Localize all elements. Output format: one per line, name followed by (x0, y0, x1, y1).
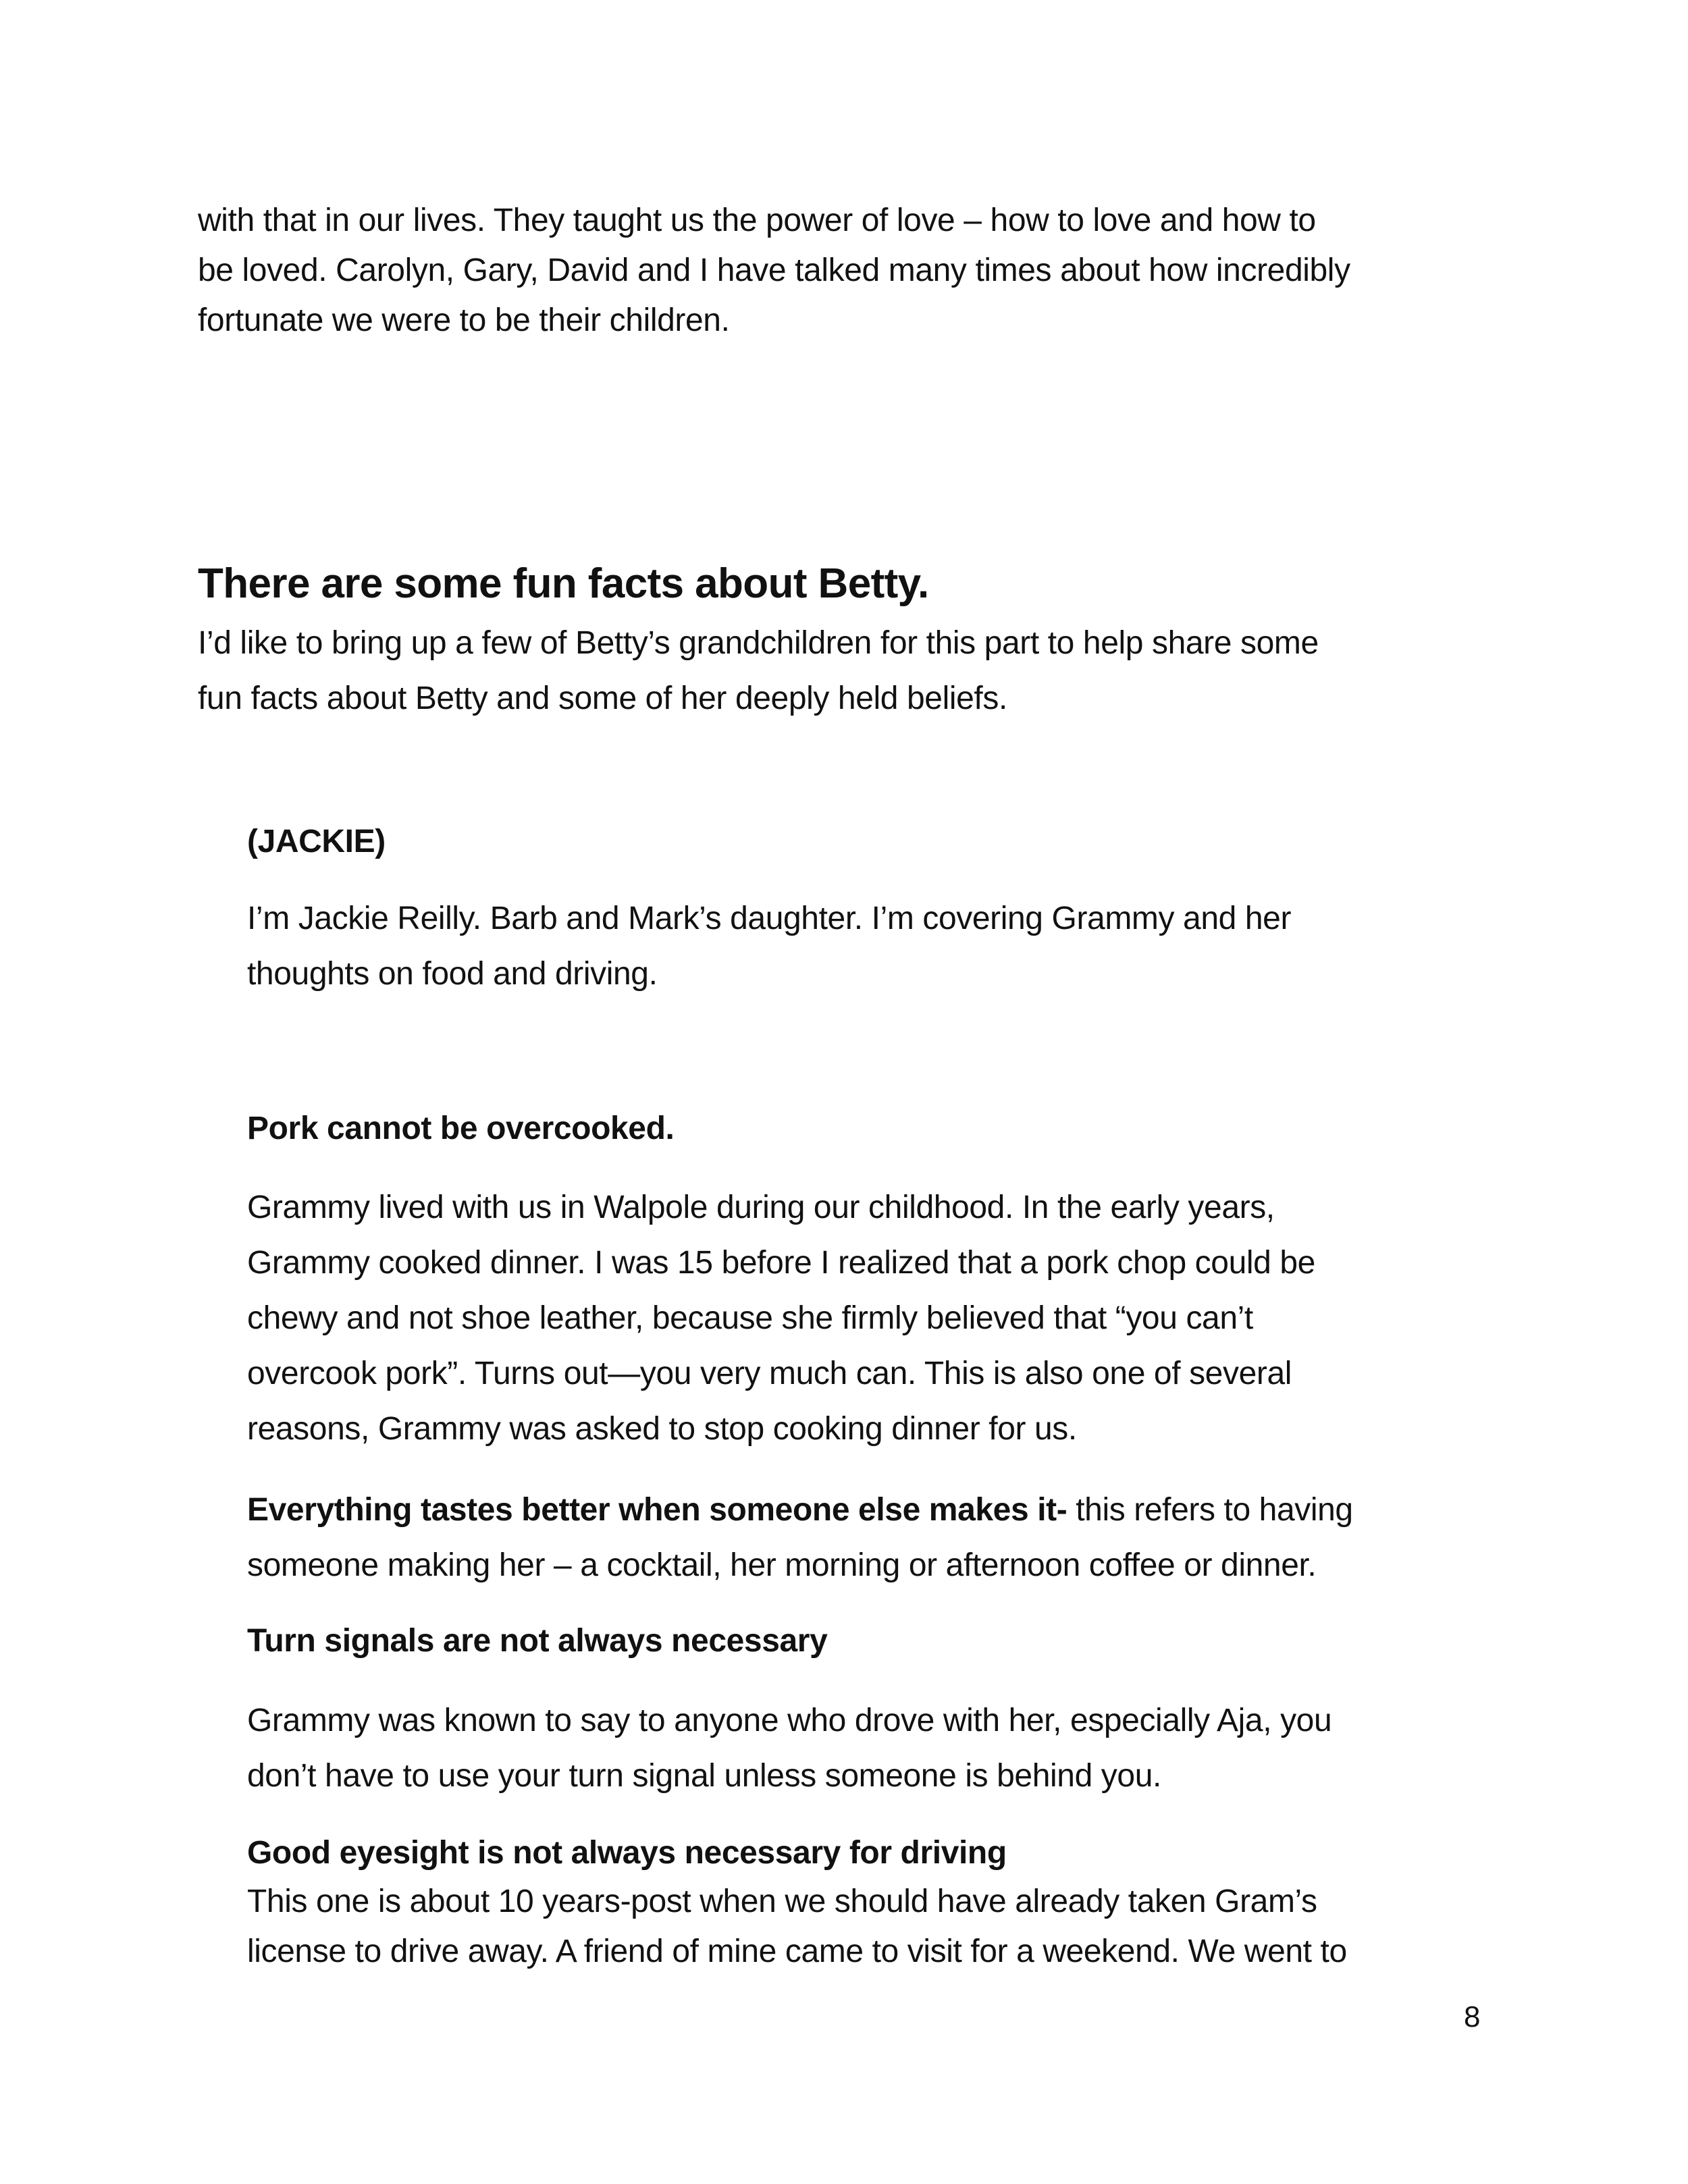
speaker-intro-line: thoughts on food and driving. (247, 956, 658, 992)
page-number: 8 (1464, 2000, 1481, 2033)
speaker-intro-line: I’m Jackie Reilly. Barb and Mark’s daughter. I’m covering Grammy and her (247, 901, 1292, 936)
fact-line: This one is about 10 years-post when we should have already taken Gram’s (247, 1884, 1317, 1919)
fact-heading-turn-signals: Turn signals are not always necessary (247, 1623, 828, 1659)
fact-text-tastes: this refers to having (1067, 1492, 1353, 1528)
section-intro-line: I’d like to bring up a few of Betty’s grandchildren for this part to help share some (198, 625, 1319, 661)
fact-body-pork (247, 1180, 1315, 1457)
speaker-label: (JACKIE) (247, 824, 386, 859)
intro-line: with that in our lives. They taught us the power of love – how to love and how to (198, 203, 1316, 238)
fact-line: chewy and not shoe leather, because she firmly believed that “you can’t (247, 1300, 1253, 1336)
fact-line: reasons, Grammy was asked to stop cooking dinner for us. (247, 1411, 1077, 1447)
intro-paragraph (198, 196, 1350, 346)
fact-line: Grammy lived with us in Walpole during our childhood. In the early years, (247, 1190, 1275, 1225)
section-heading: There are some fun facts about Betty. (198, 560, 929, 607)
fact-heading-eyesight: Good eyesight is not always necessary for driving (247, 1835, 1007, 1871)
fact-line: Grammy cooked dinner. I was 15 before I realized that a pork chop could be (247, 1245, 1315, 1281)
fact-line: someone making her – a cocktail, her morning or afternoon coffee or dinner. (247, 1547, 1317, 1583)
fact-line (247, 1483, 1353, 1538)
intro-line: be loved. Carolyn, Gary, David and I have talked many times about how incredibly (198, 252, 1350, 288)
section-intro-line: fun facts about Betty and some of her deeply held beliefs. (198, 681, 1007, 716)
fact-heading-pork: Pork cannot be overcooked. (247, 1111, 675, 1146)
fact-line: license to drive away. A friend of mine came to visit for a weekend. We went to (247, 1934, 1347, 1969)
fact-paragraph-tastes (247, 1483, 1353, 1593)
fact-body-turn-signals (247, 1693, 1331, 1804)
fact-line: don’t have to use your turn signal unless someone is behind you. (247, 1758, 1161, 1794)
fact-line: Grammy was known to say to anyone who drove with her, especially Aja, you (247, 1703, 1332, 1738)
speaker-intro-paragraph (247, 891, 1291, 1002)
fact-heading-tastes: Everything tastes better when someone else makes it- (247, 1492, 1067, 1528)
section-intro-paragraph (198, 616, 1319, 726)
intro-line: fortunate we were to be their children. (198, 302, 730, 338)
fact-body-eyesight (247, 1877, 1347, 1977)
fact-line: overcook pork”. Turns out—you very much can. This is also one of several (247, 1356, 1292, 1391)
